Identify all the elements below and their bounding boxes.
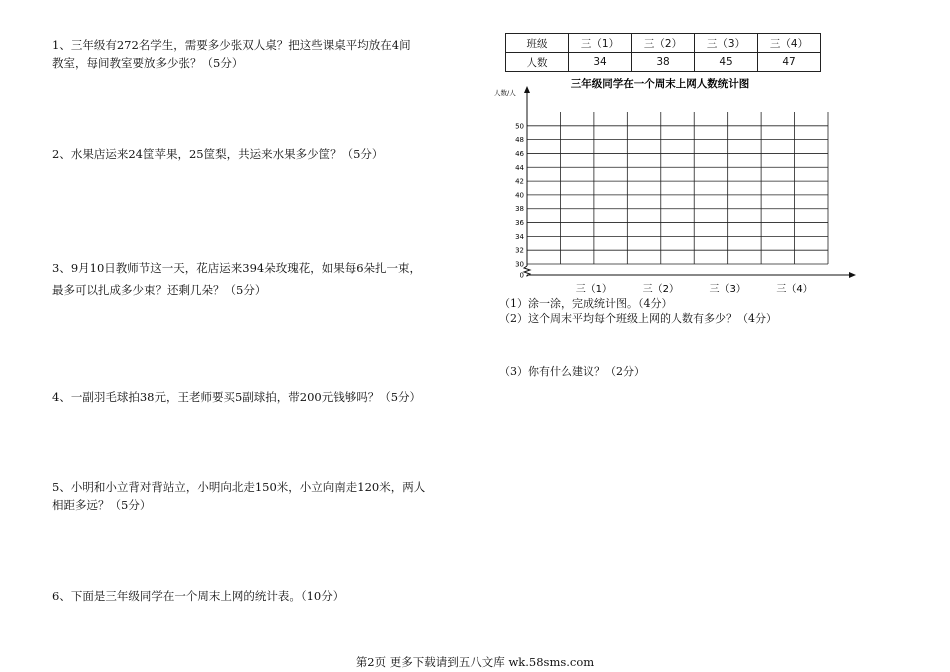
bar-chart xyxy=(470,74,870,299)
y-tick-label: 40 xyxy=(515,191,524,200)
table-cell: 45 xyxy=(695,53,758,72)
question-5 xyxy=(52,478,425,514)
chart-title: 三年级同学在一个周末上网人数统计图 xyxy=(570,78,750,90)
x-axis-arrow xyxy=(849,272,856,278)
question-2 xyxy=(52,145,383,163)
table-cell: 三（3） xyxy=(695,34,758,53)
y-tick-label: 46 xyxy=(515,149,524,158)
y-tick-label: 38 xyxy=(515,205,524,214)
question-1 xyxy=(52,36,411,72)
page-footer: 第2页 更多下载请到五八文库 wk.58sms.com xyxy=(355,655,595,669)
x-tick-label: 三（1） xyxy=(575,284,613,295)
y-axis-label: 人数/人 xyxy=(494,89,516,97)
y-tick-label: 34 xyxy=(515,232,524,241)
sub-question-2: （2）这个周末平均每个班级上网的人数有多少？（4分） xyxy=(499,312,777,325)
y-axis-arrow xyxy=(524,86,530,93)
question-5-line-2: 相距多远？（5分） xyxy=(52,498,152,512)
table-cell: 38 xyxy=(632,53,695,72)
y-tick-label: 32 xyxy=(515,246,524,255)
y-tick-label: 42 xyxy=(515,177,524,186)
question-5-line-1: 5、小明和小立背对背站立，小明向北走150米，小立向南走120米，两人 xyxy=(52,480,426,494)
table-cell: 三（4） xyxy=(758,34,821,53)
table-cell: 三（2） xyxy=(632,34,695,53)
y-tick-label: 50 xyxy=(515,122,524,131)
table-cell: 47 xyxy=(758,53,821,72)
x-tick-label: 三（4） xyxy=(776,284,813,295)
question-4 xyxy=(52,388,421,406)
x-tick-label: 三（3） xyxy=(709,284,746,295)
table-cell: 34 xyxy=(569,53,632,72)
chart-grid xyxy=(527,112,828,264)
question-2-line-1: 2、水果店运来24筐苹果，25筐梨，共运来水果多少筐？（5分） xyxy=(52,147,384,161)
chart-axes xyxy=(524,86,856,278)
y-tick-label: 44 xyxy=(515,163,524,172)
question-6 xyxy=(52,587,344,605)
table-header-row xyxy=(506,34,821,53)
table-cell: 班级 xyxy=(506,34,569,53)
y-tick-label: 36 xyxy=(515,219,524,228)
y-tick-label: 30 xyxy=(515,260,524,269)
question-4-line-1: 4、一副羽毛球拍38元，王老师要买5副球拍，带200元钱够吗？（5分） xyxy=(52,390,422,404)
stats-table xyxy=(505,33,821,72)
question-3-line-2: 最多可以扎成多少束？还剩几朵？（5分） xyxy=(52,283,267,297)
y-tick-label: 48 xyxy=(515,136,524,145)
table-row xyxy=(506,53,821,72)
table-cell: 人数 xyxy=(506,53,569,72)
sub-question-1: （1）涂一涂，完成统计图。（4分） xyxy=(499,297,673,310)
x-tick-label: 三（2） xyxy=(642,284,679,295)
question-1-line-1: 1、三年级有272名学生，需要多少张双人桌？把这些课桌平均放在4间 xyxy=(52,38,411,52)
question-3 xyxy=(52,259,421,299)
table-cell: 三（1） xyxy=(569,34,632,53)
y-tick-label: 0 xyxy=(519,271,524,280)
sub-question-3: （3）你有什么建议？（2分） xyxy=(499,365,645,378)
question-1-line-2: 教室，每间教室要放多少张？（5分） xyxy=(52,56,244,70)
question-6-line-1: 6、下面是三年级同学在一个周末上网的统计表。（10分） xyxy=(52,589,345,603)
question-3-line-1: 3、9月10日教师节这一天，花店运来394朵玫瑰花，如果每6朵扎一束， xyxy=(52,261,422,275)
